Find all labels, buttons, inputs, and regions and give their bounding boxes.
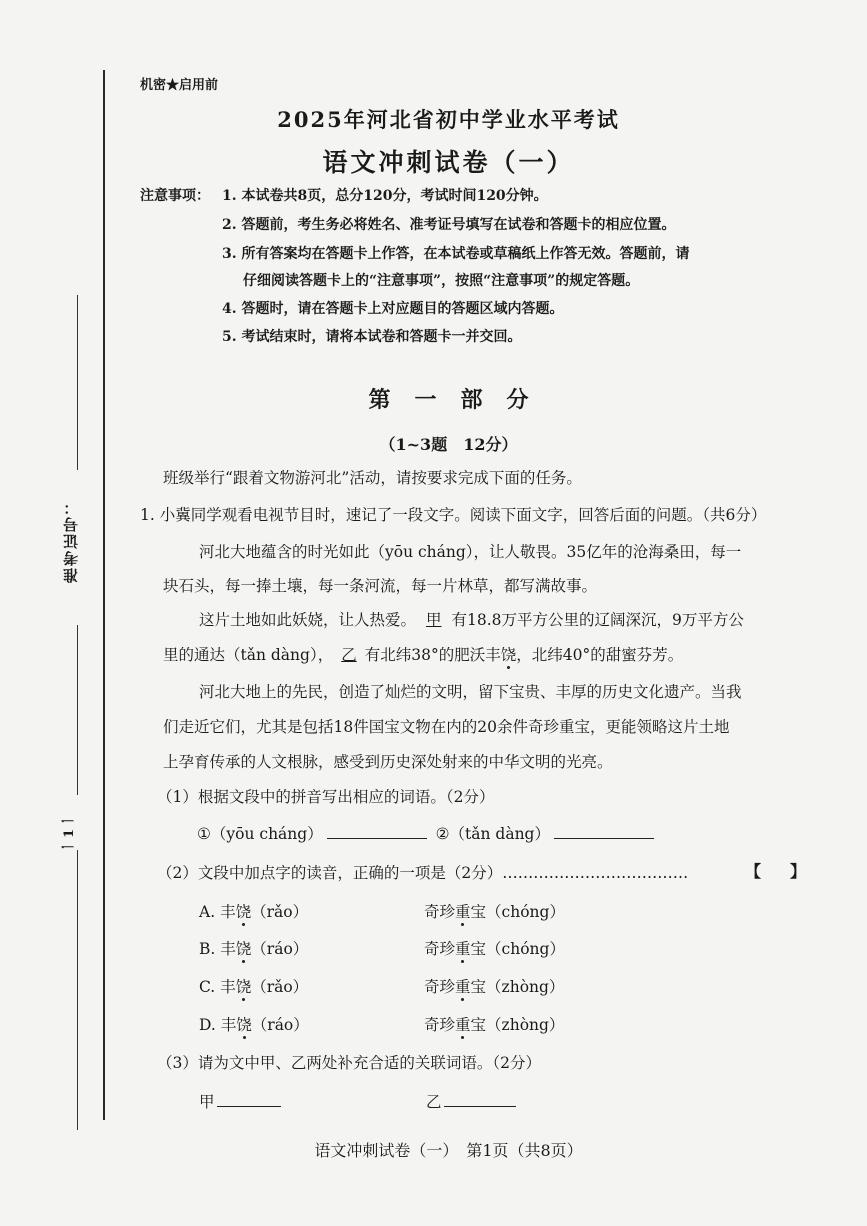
answer-jia: 甲 bbox=[199, 1090, 281, 1112]
option-d[interactable]: D. 丰饶（ráo） bbox=[199, 1016, 309, 1034]
answer-yi: 乙 bbox=[426, 1090, 516, 1112]
passage-line: 里的通达（tǎn dàng）， 乙 有北纬38°的肥沃丰饶，北纬40°的甜蜜芬芳。 bbox=[163, 646, 684, 664]
answer-bracket-left[interactable]: 【 bbox=[745, 862, 762, 881]
note-item: 仔细阅读答题卡上的“注意事项”，按照“注意事项”的规定答题。 bbox=[243, 273, 640, 289]
passage-line: 河北大地上的先民，创造了灿烂的文明，留下宝贵、丰厚的历史文化遗产。当我 bbox=[199, 683, 742, 701]
passage-line: 河北大地蕴含的时光如此（yōu cháng），让人敬畏。35亿年的沧海桑田，每一 bbox=[199, 543, 742, 561]
paper-title: 语文冲刺试卷（一） bbox=[322, 148, 575, 177]
note-item: 5. 考试结束时，请将本试卷和答题卡一并交回。 bbox=[222, 329, 522, 345]
margin-rule-middle bbox=[77, 625, 78, 795]
passage-line: 们走近它们，尤其是包括18件国宝文物在内的20余件奇珍重宝，更能领略这片土地 bbox=[163, 718, 730, 736]
answer-blank[interactable] bbox=[554, 822, 654, 839]
answer-bracket-right[interactable]: 】 bbox=[790, 862, 807, 881]
answer-blank[interactable] bbox=[217, 1090, 281, 1107]
option-d-second: 奇珍重宝（zhòng） bbox=[424, 1016, 565, 1034]
exam-title: 2025年河北省初中学业水平考试 bbox=[277, 107, 620, 132]
passage-line: 块石头，每一捧土壤，每一条河流，每一片林草，都写满故事。 bbox=[163, 577, 598, 595]
question-1-stem: 1. 小冀同学观看电视节目时，速记了一段文字。阅读下面文字，回答后面的问题。（共6分） bbox=[140, 506, 767, 524]
option-a-second: 奇珍重宝（chóng） bbox=[424, 903, 565, 921]
note-item: 2. 答题前，考生务必将姓名、准考证号填写在试卷和答题卡的相应位置。 bbox=[222, 217, 676, 233]
note-item: 3. 所有答案均在答题卡上作答，在本试卷或草稿纸上作答无效。答题前，请 bbox=[222, 246, 690, 262]
note-item: 4. 答题时，请在答题卡上对应题目的答题区域内答题。 bbox=[222, 301, 564, 317]
sub-question-1: （1）根据文段中的拼音写出相应的词语。（2分） bbox=[157, 788, 495, 806]
option-b[interactable]: B. 丰饶（ráo） bbox=[199, 940, 309, 958]
dotted-char: 饶 bbox=[500, 646, 517, 664]
answer-blank[interactable] bbox=[327, 822, 427, 839]
passage-line: 这片土地如此妖娆，让人热爱。 甲 有18.8万平方公里的辽阔深沉，9万平方公 bbox=[199, 611, 744, 629]
option-a[interactable]: A. 丰饶（rǎo） bbox=[199, 903, 309, 921]
answer-blank[interactable] bbox=[444, 1090, 516, 1107]
page-footer: 语文冲刺试卷（一） 第1页（共8页） bbox=[314, 1141, 583, 1160]
blank-yi: 乙 bbox=[341, 646, 357, 664]
binding-line bbox=[103, 70, 105, 1120]
sub-question-3: （3）请为文中甲、乙两处补充合适的关联词语。（2分） bbox=[157, 1054, 541, 1072]
margin-mark: 一1一 bbox=[62, 812, 77, 854]
note-item: 1. 本试卷共8页，总分120分，考试时间120分钟。 bbox=[222, 188, 548, 204]
option-c-second: 奇珍重宝（zhòng） bbox=[424, 978, 565, 996]
sub-question-2: （2）文段中加点字的读音，正确的一项是（2分）……………………………… bbox=[157, 864, 689, 882]
confidential-mark: 机密★启用前 bbox=[140, 78, 219, 93]
notes-label: 注意事项： bbox=[140, 188, 210, 204]
passage-line: 上孕育传承的人文根脉，感受到历史深处射来的中华文明的光亮。 bbox=[163, 753, 613, 771]
blank-jia: 甲 bbox=[426, 611, 442, 629]
margin-rule-bottom bbox=[77, 850, 78, 1130]
option-c[interactable]: C. 丰饶（rǎo） bbox=[199, 978, 309, 996]
answer-line: ①（yōu cháng） ②（tǎn dàng） bbox=[197, 822, 654, 844]
part-title: 第 一 部 分 bbox=[368, 387, 529, 413]
part-subtitle: （1~3题 12分） bbox=[379, 435, 518, 454]
option-b-second: 奇珍重宝（chóng） bbox=[424, 940, 565, 958]
task-intro: 班级举行“跟着文物游河北”活动，请按要求完成下面的任务。 bbox=[163, 469, 582, 487]
exam-id-label: 准考证号： bbox=[62, 498, 80, 583]
